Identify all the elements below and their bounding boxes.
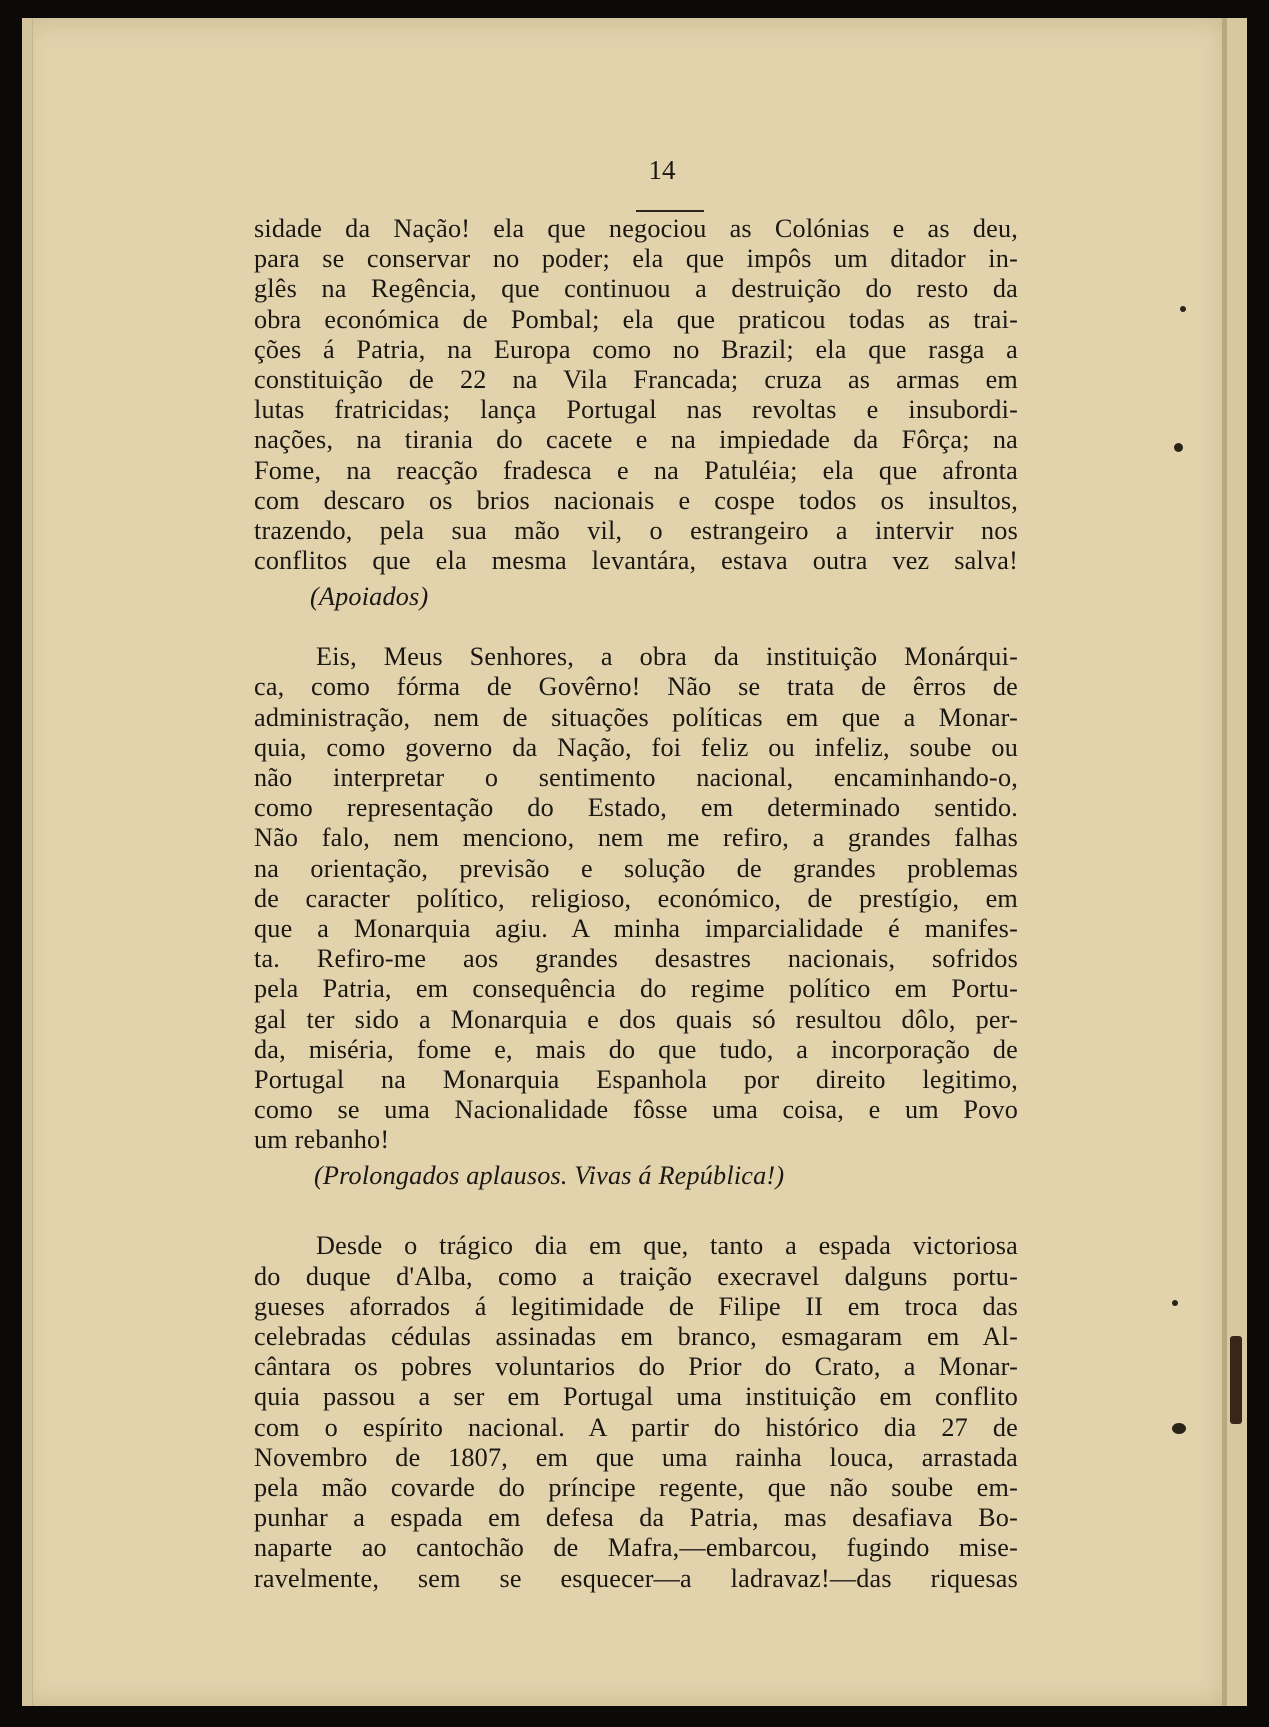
text-line: ções á Patria, na Europa como no Brazil; ela que rasga a xyxy=(254,334,1018,364)
text-line: constituição de 22 na Vila Francada; cruza as armas em xyxy=(254,364,1018,394)
text-line: gueses aforrados á legitimidade de Filipe II em troca das xyxy=(254,1291,1018,1321)
text-line: um rebanho! xyxy=(254,1125,390,1155)
text-line: cântara os pobres voluntarios do Prior do Crato, a Monar- xyxy=(254,1352,1018,1382)
text-line: pela Patria, em consequência do regime político em Portu- xyxy=(254,974,1018,1004)
text-line: Portugal na Monarquia Espanhola por direito legitimo, xyxy=(254,1064,1018,1094)
paragraph-3 xyxy=(254,1231,1018,1593)
text-line: Fome, na reacção fradesca e na Patuléia; ela que afronta xyxy=(254,455,1018,485)
text-line: na orientação, previsão e solução de grandes problemas xyxy=(254,853,1018,883)
ink-speck xyxy=(1172,1423,1186,1434)
text-line: Eis, Meus Senhores, a obra da instituição Monárqui- xyxy=(316,642,1018,672)
text-line: de caracter político, religioso, económico, de prestígio, em xyxy=(254,883,1018,913)
ink-speck xyxy=(1172,1300,1178,1306)
text-line: conflitos que ela mesma levantára, estava outra vez salva! xyxy=(254,546,1018,576)
text-line: Não falo, nem menciono, nem me refiro, a grandes falhas xyxy=(254,823,1018,853)
page-number-rule xyxy=(636,210,704,212)
text-line: pela mão covarde do príncipe regente, que não soube em- xyxy=(254,1472,1018,1502)
text-line: do duque d'Alba, como a traição execravel dalguns portu- xyxy=(254,1261,1018,1291)
body-text xyxy=(254,214,1018,1594)
text-line: Desde o trágico dia em que, tanto a espada victoriosa xyxy=(316,1231,1018,1261)
text-line: glês na Regência, que continuou a destruição do resto da xyxy=(254,274,1018,304)
text-line: da, miséria, fome e, mais do que tudo, a incorporação de xyxy=(254,1034,1018,1064)
paragraph-1 xyxy=(254,214,1018,626)
text-line: que a Monarquia agiu. A minha imparcialidade é manifes- xyxy=(254,913,1018,943)
text-line: celebradas cédulas assinadas em branco, esmagaram em Al- xyxy=(254,1322,1018,1351)
text-line: administração, nem de situações políticas em que a Monar- xyxy=(254,702,1018,732)
text-line: quia passou a ser em Portugal uma instituição em conflito xyxy=(254,1382,1018,1412)
adjacent-page-edge xyxy=(1227,18,1247,1706)
text-line: para se conservar no poder; ela que impôs um ditador in- xyxy=(254,244,1018,274)
text-line: ca, como fórma de Govêrno! Não se trata de êrros de xyxy=(254,672,1018,702)
paragraph-2 xyxy=(254,642,1018,1205)
text-line: gal ter sido a Monarquia e dos quais só resultou dôlo, per- xyxy=(254,1004,1018,1034)
text-line: como se uma Nacionalidade fôsse uma coisa, e um Povo xyxy=(254,1095,1018,1125)
page-left-edge xyxy=(22,18,33,1706)
text-line: não interpretar o sentimento nacional, encaminhando-o, xyxy=(254,763,1018,792)
text-line: lutas fratricidas; lança Portugal nas revoltas e insubordi- xyxy=(254,395,1018,425)
ink-speck xyxy=(1180,306,1186,312)
ink-speck xyxy=(1174,443,1183,452)
applause-note: (Apoiados) xyxy=(310,582,429,612)
text-line: sidade da Nação! ela que negociou as Colónias e as deu, xyxy=(254,214,1018,243)
text-line: ta. Refiro-me aos grandes desastres nacionais, sofridos xyxy=(254,944,1018,974)
text-line: com descaro os brios nacionais e cospe todos os insultos, xyxy=(254,485,1018,515)
text-line: obra económica de Pombal; ela que praticou todas as trai- xyxy=(254,304,1018,334)
text-line: como representação do Estado, em determinado sentido. xyxy=(254,793,1018,823)
text-line: punhar a espada em defesa da Patria, mas desafiava Bo- xyxy=(254,1503,1018,1533)
ink-speck xyxy=(1230,1336,1242,1424)
text-line: naparte ao cantochão de Mafra,—embarcou, fugindo mise- xyxy=(254,1533,1018,1563)
applause-note: (Prolongados aplausos. Vivas á República!) xyxy=(314,1161,785,1191)
text-line: com o espírito nacional. A partir do histórico dia 27 de xyxy=(254,1412,1018,1442)
text-line: quia, como governo da Nação, foi feliz ou infeliz, soube ou xyxy=(254,732,1018,762)
text-line: trazendo, pela sua mão vil, o estrangeiro a intervir nos xyxy=(254,515,1018,545)
text-line: Novembro de 1807, em que uma rainha louca, arrastada xyxy=(254,1442,1018,1472)
text-line: ravelmente, sem se esquecer—a ladravaz!—das riquesas xyxy=(254,1563,1018,1593)
text-line: nações, na tirania do cacete e na impiedade da Fôrça; na xyxy=(254,425,1018,455)
page-number: 14 xyxy=(648,155,676,185)
